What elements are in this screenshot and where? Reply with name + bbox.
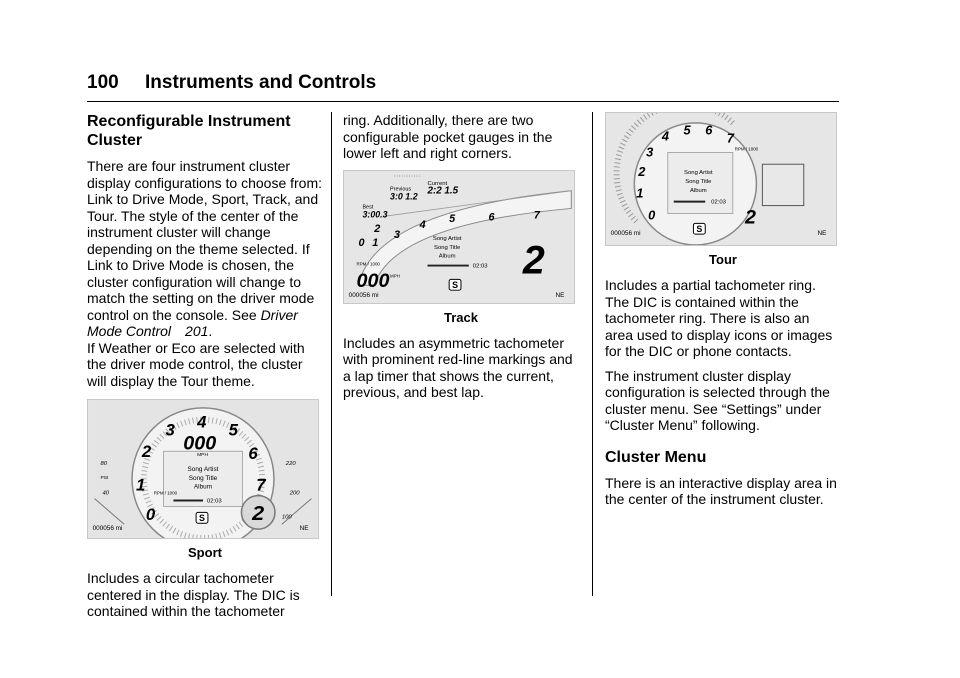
column-1 <box>87 112 323 628</box>
paragraph: ring. Additionally, there are two configurable pocket gauges in the lower left and right corners. <box>343 112 553 161</box>
rpm-label: RPM / 1000 <box>153 490 178 496</box>
gear-indicator: 2 <box>522 237 545 282</box>
heading-reconfigurable-cluster: Reconfigurable Instrument Cluster <box>87 113 291 149</box>
rpm-label: RPM / 1000 <box>356 261 380 267</box>
tick-label: 1 <box>372 236 379 249</box>
compass: NE <box>299 525 309 533</box>
tick-label: 6 <box>705 122 713 138</box>
speed-unit: MPH <box>197 453 208 459</box>
compass: NE <box>817 230 827 238</box>
svg-text:• • • • • • • • • • •: • • • • • • • • • • • <box>393 172 421 178</box>
album: Album <box>689 187 707 194</box>
previous-lap-label: Previous <box>390 186 412 193</box>
track-cluster-figure <box>343 170 575 304</box>
left-gauge-label: 80 <box>100 461 108 468</box>
speed-readout: 000 <box>356 269 390 292</box>
figure-caption: Sport <box>188 545 222 560</box>
paragraph: The instrument cluster display configuration is selected through the cluster menu. See “Settings” under “Cluster Menu” following. <box>605 367 830 433</box>
tick-label: 2 <box>638 164 646 180</box>
song-title: Song Title <box>434 244 461 251</box>
tick-label: 6 <box>488 210 495 223</box>
page-header <box>87 70 839 102</box>
drive-mode-indicator: S <box>696 224 703 235</box>
tick-label: 7 <box>256 475 266 495</box>
figure-caption: Track <box>444 309 478 325</box>
tick-label: 4 <box>419 218 426 231</box>
column-3 <box>605 112 841 516</box>
drive-mode-indicator: S <box>452 279 459 290</box>
sport-cluster-figure <box>87 399 319 539</box>
current-lap-time: 2:2 1.5 <box>427 185 459 197</box>
page-reference[interactable]: 201 <box>171 323 209 339</box>
paragraph <box>87 158 323 340</box>
tick-label: 7 <box>726 130 735 146</box>
paragraph: Includes an asymmetric tachometer with prominent red-line markings and a lap timer that shows the current, previous, and best lap. <box>343 334 573 400</box>
tour-cluster-illustration <box>606 113 836 245</box>
page-number: 100 <box>87 72 119 93</box>
paragraph: Includes a partial tachometer ring. The DIC is contained within the tachometer ring. There is also an area used to display icons or images for the DIC or phone contacts. <box>605 277 833 359</box>
figure-caption: Tour <box>709 252 737 267</box>
tick-label: 7 <box>533 208 540 221</box>
right-gauge-label: 100 <box>281 514 292 521</box>
speed-readout: 000 <box>183 432 217 455</box>
album: Album <box>438 253 456 260</box>
tick-label: 0 <box>145 505 156 525</box>
tick-label: 1 <box>135 475 146 495</box>
section-title: Instruments and Controls <box>145 72 377 93</box>
previous-lap-time: 3:0 1.2 <box>390 191 418 202</box>
album: Album <box>193 483 213 491</box>
left-gauge-label: 40 <box>102 490 110 497</box>
tick-label: 0 <box>648 207 656 223</box>
gear-indicator: 2 <box>745 206 757 229</box>
tick-label: 5 <box>228 420 238 440</box>
best-lap-time: 3:00.3 <box>362 208 388 219</box>
song-artist: Song Artist <box>432 235 462 242</box>
tick-label: 4 <box>197 412 207 432</box>
gear-indicator: 2 <box>252 500 265 526</box>
tick-label: 6 <box>248 444 258 464</box>
odometer: 000056 mi <box>92 525 123 533</box>
current-lap-label: Current <box>427 180 448 187</box>
tick-label: 3 <box>393 228 401 241</box>
song-title: Song Title <box>685 178 712 185</box>
best-lap-label: Best <box>362 203 374 210</box>
tick-label: 0 <box>358 236 365 249</box>
odometer: 000056 mi <box>610 230 641 238</box>
tick-label: 3 <box>165 420 175 440</box>
tick-label: 5 <box>449 212 456 225</box>
odometer: 000056 mi <box>348 291 379 299</box>
cross-reference-link[interactable]: Driver Mode Control <box>87 306 298 339</box>
drive-mode-indicator: S <box>199 513 205 524</box>
right-gauge-label: 200 <box>289 490 300 497</box>
rpm-label: RPM / 1000 <box>734 146 759 152</box>
track-cluster-illustration <box>344 171 574 303</box>
sport-cluster-illustration <box>88 400 318 538</box>
right-gauge-label: 220 <box>285 461 296 468</box>
paragraph: Includes a circular tachometer centered in the display. The DIC is contained within the tachometer <box>87 570 300 619</box>
tick-label: 2 <box>141 442 152 462</box>
left-gauge-label: PSI <box>100 475 109 481</box>
text: There are four instrument cluster display configurations to choose from: Link to Drive Mode, Sport, Track, and Tour. The style of the center of the instrument cluster will change depending on the theme selected. If Link to Drive Mode is chosen, the cluster configuration will change to match the setting on the driver mode control on the console. See <box>87 158 323 323</box>
tour-cluster-figure <box>605 112 837 246</box>
column-divider <box>331 112 332 596</box>
tick-label: 3 <box>646 144 654 160</box>
track-time: 02:03 <box>711 199 726 206</box>
tick-label: 1 <box>636 185 644 201</box>
paragraph: There is an interactive display area in the center of the instrument cluster. <box>605 474 837 507</box>
heading-cluster-menu: Cluster Menu <box>605 448 707 466</box>
compass: NE <box>555 291 565 299</box>
paragraph: If Weather or Eco are selected with the driver mode control, the cluster will display the Tour theme. <box>87 339 305 389</box>
song-title: Song Title <box>188 474 218 482</box>
text: . <box>208 323 213 339</box>
speed-unit: MPH <box>390 272 400 278</box>
song-artist: Song Artist <box>684 170 713 177</box>
column-2 <box>343 112 579 409</box>
track-time: 02:03 <box>206 498 222 505</box>
tick-label: 5 <box>683 122 691 138</box>
tick-label: 2 <box>374 222 381 235</box>
tick-label: 4 <box>661 128 670 144</box>
track-time: 02:03 <box>472 263 488 270</box>
column-divider <box>592 112 593 596</box>
song-artist: Song Artist <box>187 465 219 473</box>
